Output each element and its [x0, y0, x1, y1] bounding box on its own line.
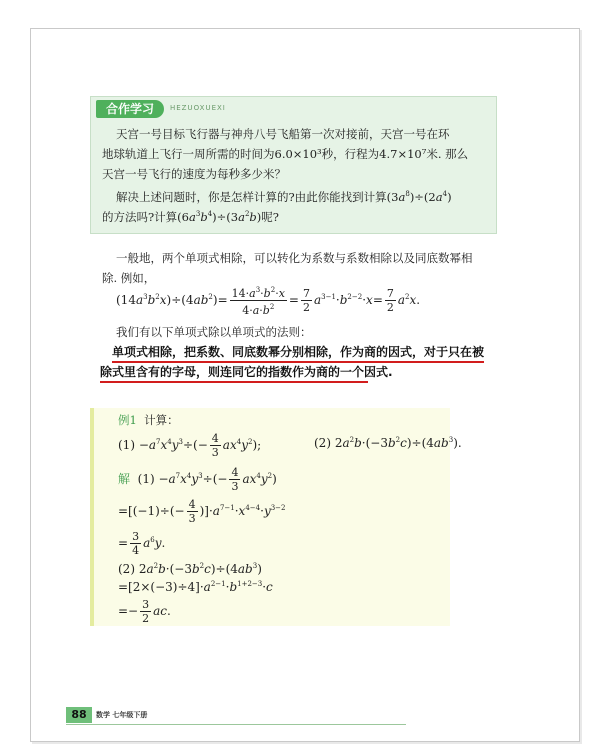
- rule-line2: 除式里含有的字母，则连同它的指数作为商的一个因式.: [100, 365, 393, 379]
- example-label: 例1: [118, 413, 137, 427]
- page-number: 88: [66, 707, 92, 723]
- coop-expr-1: $(3a^8)\div(2a^4)$: [386, 190, 452, 204]
- coop-p1-line1: 天宫一号目标飞行器与神舟八号飞船第一次对接前，天宫一号在环: [116, 127, 450, 141]
- section-tag: 合作学习: [96, 100, 164, 118]
- example-task: 计算：: [144, 413, 179, 427]
- solution-2-line2: $=[2\times(-3)\div 4]\cdot a^{2-1}\cdot b^{1+2-3}\cdot c$: [118, 580, 273, 594]
- coop-p2-text-b: 呢?: [261, 210, 279, 224]
- footer-rule: [66, 724, 406, 725]
- coop-p1-line3: 天宫一号飞行的速度为每秒多少米？: [102, 167, 286, 181]
- coop-p2-line2: [102, 204, 279, 227]
- rule-intro: 我们有以下单项式除以单项式的法则：: [116, 325, 312, 339]
- solution-1-line2: =[(−1)÷(− $\frac{4}{3}$ )]$\cdot a^{7-1}\cdot x^{4-4}\cdot y^{3-2}$: [118, 498, 286, 525]
- solution-1-line3: = $\frac{3}{4}$ $a^6y$.: [118, 530, 166, 557]
- section-tag-pinyin: HEZUOXUEXI: [170, 104, 226, 112]
- q2-label: (2): [314, 436, 331, 450]
- intro-line1: 一般地，两个单项式相除，可以转化为系数与系数相除以及同底数幂相: [116, 251, 473, 265]
- question-1: $(1) -a^7x^4y^3\div(-$ $\frac{4}{3}$ $ax^4y^2$);: [118, 432, 262, 459]
- solution-2-line3: =− $\frac{3}{2}$ ac.: [118, 598, 171, 625]
- rule-line1: 单项式相除，把系数、同底数幂分别相除，作为商的因式，对于只在被: [112, 345, 485, 359]
- example-bar: [90, 408, 94, 626]
- q1-label: (1): [118, 438, 135, 452]
- rule-underline-2: [100, 381, 368, 383]
- solution-1-line1: 解 $(1) -a^7x^4y^3\div(-$ $\frac{4}{3}$ $ax^4y^2$): [118, 466, 277, 493]
- coop-p2-text-a: 的方法吗?计算: [102, 210, 178, 224]
- solution-label: 解: [118, 472, 131, 486]
- solution-2-line1: (2) $2a^2b\cdot(-3b^2c)\div(4ab^3)$: [118, 562, 262, 576]
- coop-p2-text: 解决上述问题时，你是怎样计算的?由此你能找到计算: [116, 190, 387, 204]
- example-heading: [118, 410, 179, 430]
- coop-p1-line2: 地球轨道上飞行一周所需的时间为6.0×10³秒，行程为4.7×10⁷米. 那么: [102, 147, 469, 161]
- example-formula: $(14a^3b^2x)\div(4ab^2)=$ $\frac{14\cdot a^3\cdot b^2\cdot x}{4\cdot a\cdot b^2}$ = $\frac{7}{2}$ $a^{3-1}\cdot b^{2-2}\cdot x=$ $\frac{7}{2}$ $a^2x$.: [116, 286, 421, 317]
- question-2: (2) $2a^2b\cdot(-3b^2c)\div(4ab^3)$.: [314, 436, 462, 450]
- book-title: 数学 七年级下册: [96, 711, 148, 719]
- coop-expr-2: $(6a^3b^4)\div(3a^2b)$: [177, 210, 262, 224]
- intro-line2: 除. 例如，: [102, 271, 156, 285]
